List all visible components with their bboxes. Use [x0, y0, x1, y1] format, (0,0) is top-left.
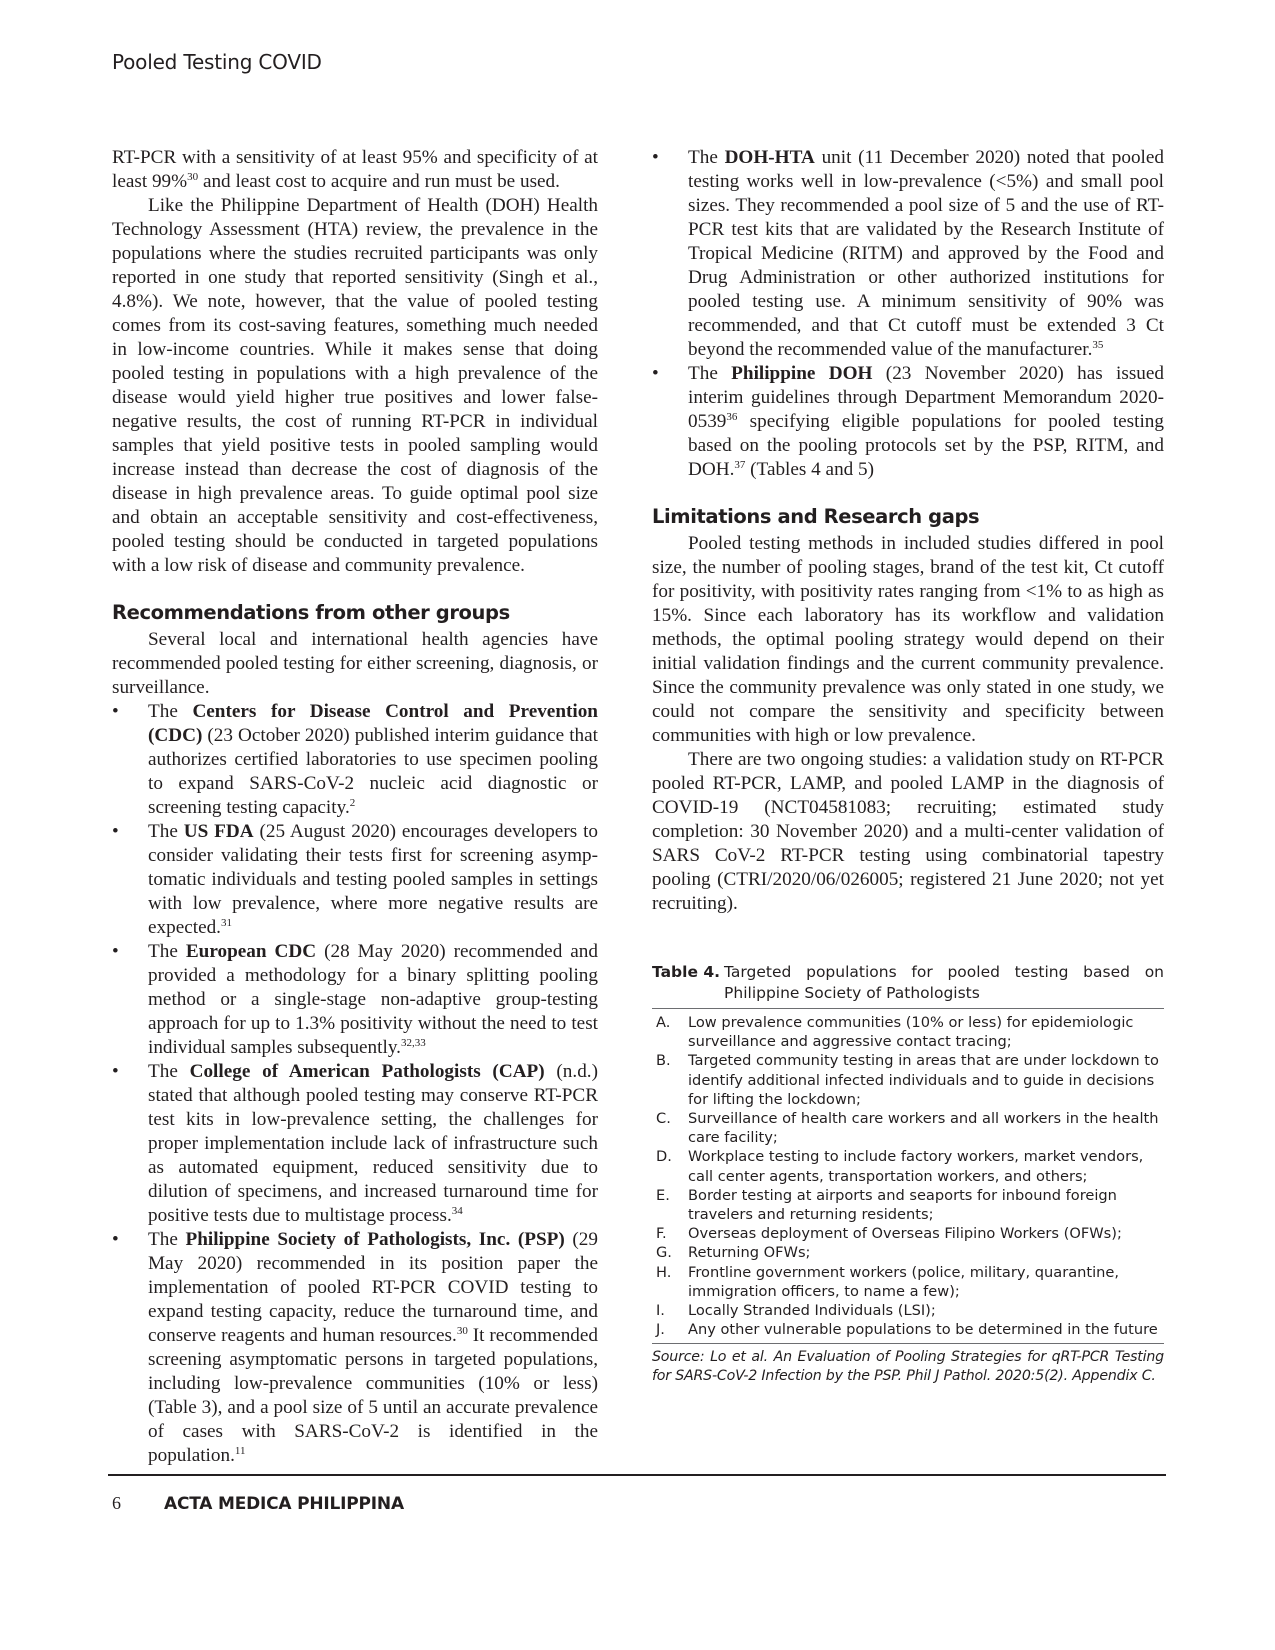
- section-intro: Several local and international health agencies have recommended pooled testing for either screening, diagnosis, or surveillance.: [112, 629, 598, 698]
- list-item-us-fda: [112, 820, 598, 940]
- row-letter: E.: [656, 1186, 670, 1204]
- citation: 37: [734, 459, 746, 471]
- row-text: Surveillance of health care workers and all workers in the health care facility;: [688, 1110, 1159, 1147]
- item-text: (28 May 2020) recommended and provided a methodology for a binary splitting pooling method or a single-stage non-adaptive group-testing approach for up to 1.3% positivity without the need to test individual samples subsequently.: [148, 941, 598, 1058]
- table-4: [652, 962, 1164, 1386]
- bullet-icon: •: [112, 701, 119, 722]
- table-caption-text: Targeted populations for pooled testing based on Philippine Society of Pathologists: [724, 963, 1164, 1002]
- table-row: [652, 1186, 1164, 1224]
- bullet-icon: •: [112, 941, 119, 962]
- agency-name: European CDC: [185, 941, 317, 962]
- row-text: Workplace testing to include factory workers, market vendors, call center agents, transportation workers, and others;: [688, 1148, 1144, 1185]
- table-row: [652, 1051, 1164, 1109]
- list-item-doh-hta: [652, 146, 1164, 362]
- paragraph-text: RT-PCR with a sensitivity of at least 95% and specificity of at least 99%: [112, 147, 598, 192]
- list-item-psp: [112, 1228, 598, 1468]
- table-caption: [652, 962, 1164, 1004]
- list-item-cdc: [112, 700, 598, 820]
- citation: 36: [726, 411, 738, 423]
- page-number: 6: [112, 1493, 121, 1513]
- paragraph: [112, 146, 598, 194]
- item-text: (23 November 2020) has issued interim guidelines through Department Memorandum 2020-0539: [688, 363, 1165, 432]
- recommendations-list-continued: [652, 146, 1164, 482]
- row-text: Overseas deployment of Overseas Filipino Workers (OFWs);: [688, 1225, 1122, 1243]
- bullet-icon: •: [652, 147, 659, 168]
- bullet-icon: •: [112, 1061, 119, 1082]
- bullet-icon: •: [112, 821, 119, 842]
- row-text: Low prevalence communities (10% or less) for epidemiologic surveillance and aggressive contact tracing;: [688, 1014, 1134, 1051]
- row-text: Any other vulnerable populations to be determined in the future: [688, 1321, 1158, 1339]
- item-prefix: The: [688, 147, 725, 168]
- table-top-rule: [652, 1008, 1164, 1009]
- item-prefix: The: [148, 821, 184, 842]
- table-row: [652, 1147, 1164, 1185]
- citation: 35: [1092, 339, 1104, 351]
- citation: 32,33: [400, 1037, 426, 1049]
- row-letter: H.: [656, 1263, 672, 1281]
- agency-name: DOH-HTA: [724, 147, 815, 168]
- row-text: Returning OFWs;: [688, 1244, 811, 1262]
- right-column: [652, 146, 1164, 1386]
- table-bottom-rule: [652, 1343, 1164, 1344]
- running-title: Pooled Testing COVID: [112, 50, 322, 74]
- page-footer: [112, 1493, 404, 1514]
- item-text: It recommended screening asymptomatic persons in targeted populations, including low-prevalence communities (10% or less) (Table 3), and a pool size of 5 until an accurate prevalence of cases with SARS-CoV-2 is identified in the population.: [148, 1325, 598, 1466]
- item-text: (29 May 2020) recommended in its position paper the implementation of pooled RT-PCR COVID testing to expand testing capacity, reduce the turnaround time, and conserve reagents and human resources.: [148, 1229, 598, 1346]
- item-prefix: The: [148, 1229, 186, 1250]
- section-heading-recommendations: Recommendations from other groups: [112, 601, 510, 624]
- footer-rule: [108, 1474, 1166, 1476]
- item-text: (25 August 2020) encourages developers to consider validating their tests first for screening asymp-tomatic individuals and testing pooled samples in settings with low prevalence, where more negative results are expected.: [148, 821, 598, 938]
- item-text: (n.d.) stated that although pooled testing may conserve RT-PCR test kits in low-prevalence setting, the challenges for proper implementation include lack of infrastructure such as automated equipment, reduced sensitivity due to dilution of specimens, and increased turnaround time for positive tests due to multistage process.: [148, 1061, 598, 1226]
- agency-name: Philippine DOH: [731, 363, 873, 384]
- row-letter: F.: [656, 1225, 667, 1243]
- item-text: specifying eligible populations for pooled testing based on the pooling protocols set by the PSP, RITM, and DOH.: [688, 411, 1164, 480]
- table-label: Table 4.: [652, 963, 721, 981]
- table-row: [652, 1109, 1164, 1147]
- row-text: Frontline government workers (police, military, quarantine, immigration officers, to name a few);: [688, 1263, 1120, 1300]
- row-letter: B.: [656, 1052, 671, 1070]
- bullet-icon: •: [112, 1229, 119, 1250]
- section-heading-limitations: Limitations and Research gaps: [652, 505, 980, 528]
- list-item-philippine-doh: [652, 362, 1164, 482]
- row-letter: J.: [656, 1321, 665, 1339]
- row-letter: G.: [656, 1244, 672, 1262]
- agency-name: Centers for Disease Control and Prevention (CDC): [148, 701, 598, 746]
- bullet-icon: •: [652, 363, 659, 384]
- row-letter: D.: [656, 1148, 672, 1166]
- citation: 2: [349, 797, 356, 809]
- item-text: unit (11 December 2020) noted that pooled testing works well in low-prevalence (<5%) and small pool sizes. They recommended a pool size of 5 and the use of RT-PCR test kits that are validated by the Research Institute of Tropical Medicine (RITM) and approved by the Food and Drug Administration or other authorized institutions for pooled testing use. A minimum sensitivity of 90% was recommended, and that Ct cutoff must be extended 3 Ct beyond the recommended value of the manufacturer.: [688, 147, 1164, 360]
- citation: 30: [187, 171, 199, 183]
- paragraph-text: and least cost to acquire and run must be used.: [198, 171, 560, 192]
- citation: 31: [220, 917, 232, 929]
- row-text: Locally Stranded Individuals (LSI);: [688, 1302, 936, 1320]
- table-row: [652, 1224, 1164, 1243]
- citation: 11: [234, 1445, 246, 1457]
- agency-name: Philippine Society of Pathologists, Inc. (PSP): [185, 1229, 565, 1250]
- paragraph: There are two ongoing studies: a validation study on RT-PCR pooled RT-PCR, LAMP, and pooled LAMP in the diagnosis of COVID-19 (NCT04581083; recruiting; estimated study completion: 30 November 2020) and a multi-center validation of SARS CoV-2 RT-PCR testing using combinatorial tapestry pooling (CTRI/2020/06/026005; registered 21 June 2020; not yet recruiting).: [652, 749, 1164, 914]
- table-row: [652, 1263, 1164, 1301]
- row-letter: A.: [656, 1014, 671, 1031]
- list-item-cap: [112, 1060, 598, 1228]
- list-item-european-cdc: [112, 940, 598, 1060]
- item-text: (Tables 4 and 5): [745, 459, 875, 480]
- paragraph: Pooled testing methods in included studies differed in pool size, the number of pooling stages, brand of the test kit, Ct cutoff for positivity, with positivity rates ranging from <1% to as high as 15%. Since each laboratory has its workflow and validation methods, the optimal pooling strategy would depend on their initial validation findings and the current community prevalence. Since the community prevalence was only stated in one study, we could not compare the sensitivity and specificity between communities with high or low prevalence.: [652, 533, 1164, 746]
- item-prefix: The: [688, 363, 732, 384]
- item-prefix: The: [148, 1061, 190, 1082]
- recommendations-list: [112, 700, 598, 1468]
- citation: 30: [456, 1325, 468, 1337]
- row-text: Border testing at airports and seaports for inbound foreign travelers and returning residents;: [688, 1186, 1117, 1224]
- table-row: [652, 1301, 1164, 1320]
- row-letter: I.: [656, 1302, 665, 1320]
- table-row: [652, 1243, 1164, 1262]
- row-letter: C.: [656, 1110, 671, 1128]
- item-prefix: The: [148, 701, 193, 722]
- item-text: (23 October 2020) published interim guidance that authorizes certified laboratories to use specimen pooling to expand SARS-CoV-2 nucleic acid diagnostic or screening testing capacity.: [148, 725, 598, 818]
- table-items: [652, 1013, 1164, 1339]
- item-prefix: The: [148, 941, 186, 962]
- agency-name: US FDA: [183, 821, 254, 842]
- table-row: [652, 1013, 1164, 1051]
- agency-name: College of American Pathologists (CAP): [189, 1061, 545, 1082]
- row-text: Targeted community testing in areas that are under lockdown to identify additional infected individuals and to guide in decisions for lifting the lockdown;: [688, 1052, 1159, 1108]
- table-row: [652, 1320, 1164, 1339]
- paragraph: Like the Philippine Department of Health (DOH) Health Technology Assessment (HTA) review, the prevalence in the populations where the studies recruited participants was only reported in one study that reported sensitivity (Singh et al., 4.8%). We note, however, that the value of pooled testing comes from its cost-saving features, something much needed in low-income countries. While it makes sense that doing pooled testing in populations with a high prevalence of the disease would yield higher true positives and lower false-negative results, the cost of running RT-PCR in individual samples that yield positive tests in pooled sampling would increase instead than decrease the cost of diagnosis of the disease in high prevalence areas. To guide optimal pool size and obtain an acceptable sensitivity and cost-effectiveness, pooled testing should be conducted in targeted populations with a low risk of disease and community prevalence.: [112, 195, 598, 576]
- journal-name: ACTA MEDICA PHILIPPINA: [164, 1494, 404, 1514]
- table-source-note: Source: Lo et al. An Evaluation of Pooling Strategies for qRT-PCR Testing for SARS-CoV-2 Infection by the PSP. Phil J Pathol. 2020:5(2). Appendix C.: [652, 1349, 1164, 1385]
- citation: 34: [451, 1205, 463, 1217]
- left-column: [112, 146, 598, 1468]
